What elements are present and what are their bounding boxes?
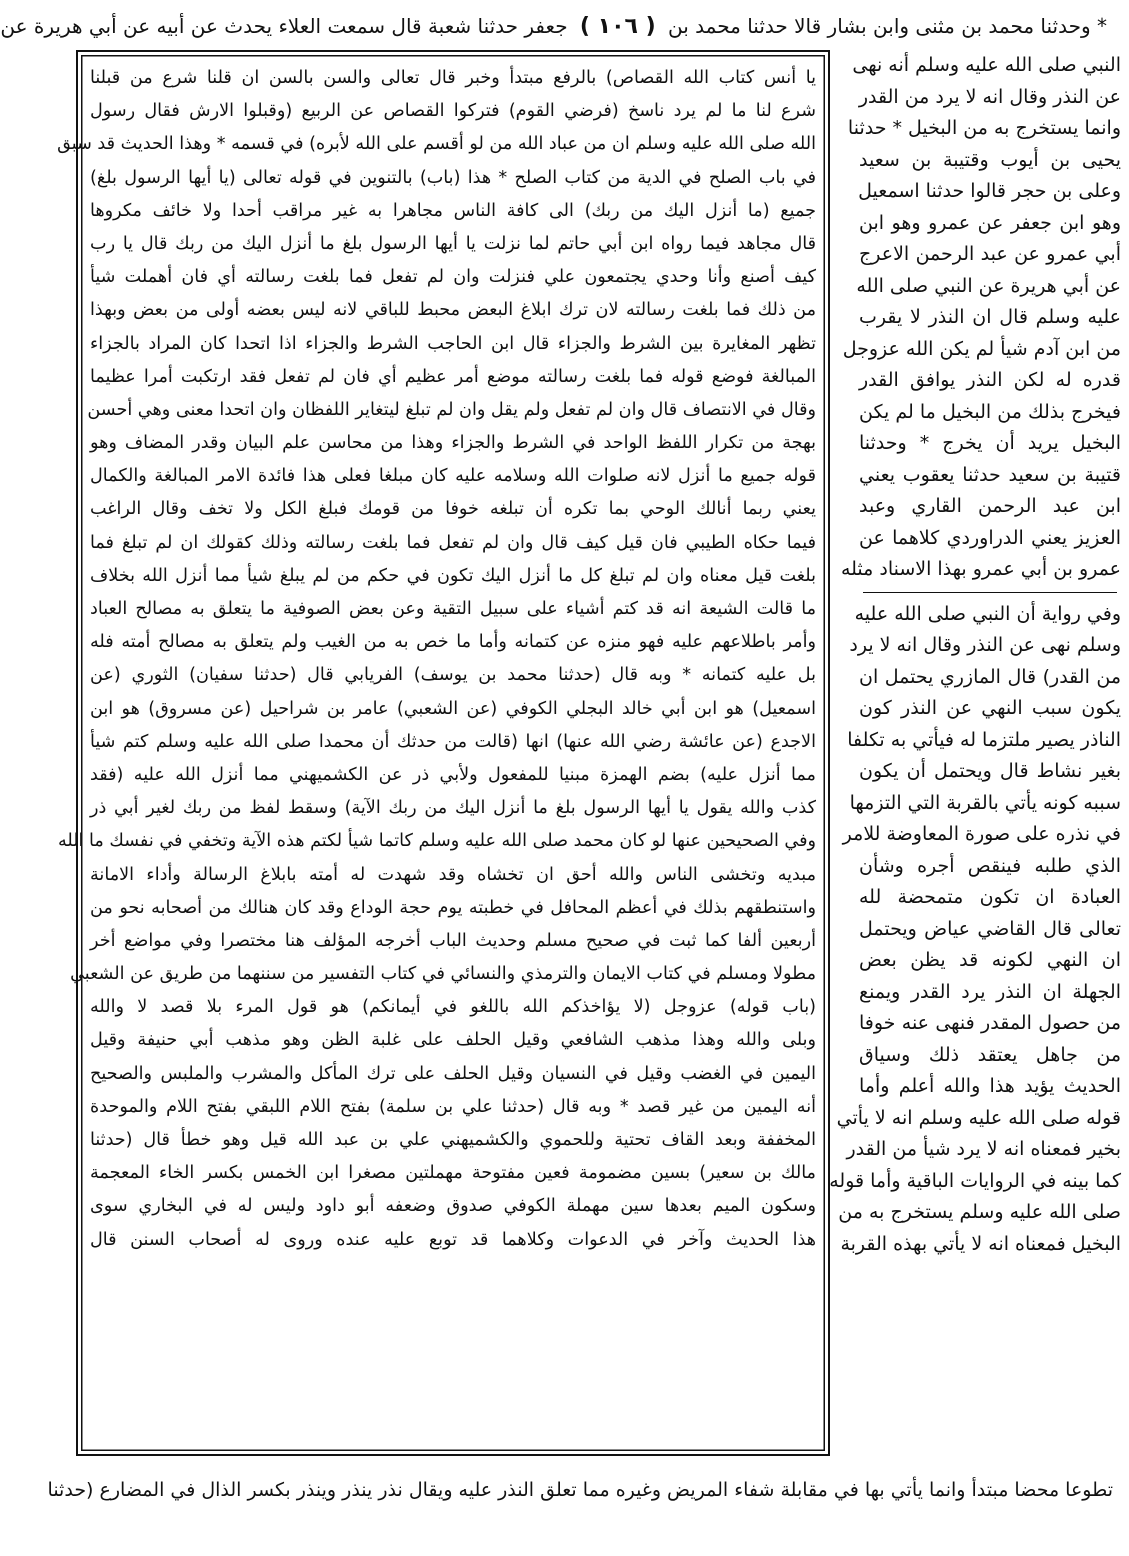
text-line: فيخرج بذلك من البخيل ما لم يكن [859,400,1121,423]
text-line: يعني ربما أنالك الوحي بما تكره أن تبلغه خوفا من قومك فبلغ الكل ولا تخف وقال الراغب [90,499,816,520]
header-left-text: جعفر حدثنا شعبة قال سمعت العلاء يحدث عن أبيه عن أبي هريرة عن [0,14,568,38]
text-line: ان النهي لكونه قد يظن بعض [859,949,1121,971]
text-line: بغير نشاط قال ويحتمل أن يكون [859,760,1121,782]
text-line: من ابن آدم شيأ لم يكن الله عزوجل [842,337,1121,360]
text-line: اسمعيل) هو ابن أبي خالد البجلي الكوفي (عن الشعبي) عامر بن شراحيل (عن مسروق) هو ابن [90,698,816,719]
text-line: مما أنزل عليه) بضم الهمزة مبنيا للمفعول ولأبي ذر عن الكشميهني مما أنزل الله عليه (فقد [90,764,816,785]
text-line: كما بينه في الروايات الباقية وأما قوله [829,1169,1121,1192]
text-line: وانما يستخرج به من البخيل * حدثنا [847,117,1121,139]
text-line: عمرو بن أبي عمرو بهذا الاسناد مثله [840,558,1121,580]
text-line: عن النذر وقال انه لا يرد من القدر [858,85,1121,108]
main-text-frame [57,50,830,1456]
text-line: الحديث يؤيد هذا والله أعلم وأما [859,1075,1121,1097]
text-line: بهجة من تكرار اللفظ الواحد في الشرط والجزاء وهذا من محاسن علم البيان وقدر المضاف وهو [90,433,816,454]
margin-bottom-text [829,599,1121,1261]
text-line: بل عليه كتمانه * وبه قال (حدثنا محمد بن يوسف) الفريابي قال (حدثنا سفيان) الثوري (عن [90,665,816,686]
text-line: من ذلك فما بلغت رسالته لان ترك ابلاغ البعض محبط للباقي لانه ليس بعضه أولى من بعض وبهذا [90,300,816,321]
text-line: وعلى بن حجر قالوا حدثنا اسمعيل [858,180,1121,202]
text-line: عليه وسلم قال ان النذر لا يقرب [859,306,1121,328]
margin-commentary [829,50,1121,1460]
text-line: وفي الصحيحين عنها لو كان محمد صلى الله عليه وسلم كاتما شيأ لكتم هذه الآية وتخفي في نفسك ما الله [57,831,816,852]
text-line: الناذر يصير ملتزما له فيأتي به تكلفا [847,728,1121,751]
text-line: يكون سبب النهي عن النذر كون [859,697,1121,719]
text-line: قتيبة بن سعيد حدثنا يعقوب يعني [859,463,1121,486]
text-line: واستنطقهم بذلك في أعظم المحافل في خطبته يوم حجة الوداع وقد كان هنالك من أصحابه نحو من [90,897,816,918]
page-footer: تطوعا محضا مبتدأ وانما يأتي بها في مقابلة شفاء المريض وغيره مما تعلق النذر عليه ويقال نذر ينذر وينذر بكسر الذال في المضارع (حدثنا [47,1479,1113,1501]
text-line: أبي عمرو عن عبد الرحمن الاعرج [859,243,1121,265]
text-line: وقال في الانتصاف قال وان لم تفعل ولم يقل وان لم تبلغ ليتغاير اللفظان وان اتحدا معنى وهي أحسن [87,399,816,420]
margin-divider [863,592,1117,593]
text-line: من القدر) قال المازري يحتمل ان [859,665,1121,688]
text-line: يحيى بن أيوب وقتيبة بن سعيد [859,148,1121,171]
text-line: المبالغة فوضع قوله فما بلغت رسالته موضع أمر عظيم أي فان لم تفعل فقد ارتكبت أمرا عظيما [90,366,816,387]
text-line: المخففة وبعد القاف تحتية وللحموي والكشميهني علي بن عبد الله قيل وهو خطأ قال (حدثنا [90,1130,816,1150]
text-line: وسلم نهى عن النذر وقال انه لا يرد [849,634,1121,656]
text-line: جميع (ما أنزل اليك من ربك) الى كافة الناس مجاهرا به غير مراقب أحدا ولا خائف مكروها [90,200,816,221]
page-number: ( ١٠٦ ) [579,14,656,39]
text-line: في باب الصلح في الدية من كتاب الصلح * هذا (باب) بالتنوين في قوله تعالى (يا أيها الرسول بلغ) [90,167,816,188]
text-line: البخيل فمعناه انه لا يأتي بهذه القربة [840,1232,1121,1255]
text-line: كذب والله يقول يا أيها الرسول بلغ ما أنزل اليك من ربك الآية) وسقط لفظ من ربك لغير أبي ذر [90,798,816,819]
text-line: قدره له لكن النذر يوافق القدر [859,369,1121,391]
text-line: عن أبي هريرة عن النبي صلى الله [856,274,1121,297]
text-line: ابن عبد الرحمن القاري وعبد [859,495,1121,517]
text-line: من جاهل يعتقد ذلك وسياق [859,1043,1121,1066]
text-line: العزيز يعني الدراوردي كلاهما عن [859,526,1121,549]
text-line: قوله جميع ما أنزل لانه صلوات الله وسلامه عليه كان مبلغا فعلى هذا فائدة الامر المبالغة والكمال [90,466,816,487]
header-right-text: * وحدثنا محمد بن مثنى وابن بشار قالا حدثنا محمد بن [668,14,1107,38]
text-line: البخيل يريد أن يخرج * وحدثنا [859,432,1121,454]
text-line: سببه كونه يأتي بالقربة التي التزمها [849,791,1121,814]
text-line: هذا الحديث وآخر في الدعوات وكلاهما قد توبع عليه عنده وروى له أصحاب السنن قال [90,1229,816,1250]
text-line: كيف أصنع وأنا وحدي يجتمعون علي فنزلت وان لم تفعل فما بلغت رسالته أي فان أهملت شيأ [90,267,816,288]
text-line: أربعين ألفا كما ثبت في صحيح مسلم وحديث الباب أخرجه المؤلف هنا مختصرا وفي مواضع أخر [90,930,816,951]
text-line: شرع لنا ما لم يرد ناسخ (فرضي القوم) فتركوا القصاص عن الربيع (وقبلوا الارش فقال رسول [90,101,816,122]
text-line: في نذره على صورة المعاوضة للامر [842,823,1121,845]
text-line: الذي طلبه فينقص أجره وشأن [859,854,1121,877]
text-line: من حصول المقدر فنهى عنه خوفا [859,1012,1121,1034]
text-line: قوله صلى الله عليه وسلم انه لا يأتي [836,1106,1121,1129]
main-commentary-text [57,62,816,1257]
text-line: تظهر المغايرة بين الشرط والجزاء قال ابن الحاجب الشرط والجزاء اذا اتحدا كان المراد بالجزاء [90,333,816,354]
text-line: العبادة ان تكون متمحضة لله [859,886,1121,908]
page-header [0,4,1107,48]
text-line: يا أنس كتاب الله القصاص) بالرفع مبتدأ وخبر قال تعالى والسن بالسن ان قلنا شرع من قبلنا [90,68,816,88]
text-line: قال مجاهد فيما رواه ابن أبي حاتم لما نزلت يا أيها الرسول بلغ ما أنزل اليك من ربك قال يا رب [90,233,816,254]
text-line: الله صلى الله عليه وسلم ان من عباد الله من لو أقسم على الله لأبره) في قسمه * وهذا الحديث قد سبق [57,134,816,155]
text-line: وبلى والله وهذا مذهب الشافعي وقيل الحلف على غلبة الظن وهو مذهب أبي حنيفة وقيل [90,1030,816,1051]
text-line: (باب قوله) عزوجل (لا يؤاخذكم الله باللغو في أيمانكم) هو قول المرء بلا قصد لا والله [90,997,816,1018]
text-line: أنه اليمين من غير قصد * وبه قال (حدثنا علي بن سلمة) بفتح اللام اللبقي بفتح اللام والموحدة [90,1096,816,1117]
text-line: الاجدع (عن عائشة رضي الله عنها) انها (قالت من حدثك أن محمدا صلى الله عليه وسلم كتم شيأ [90,731,816,752]
text-line: بلغت قيل معناه وان لم تبلغ كل ما أنزل اليك تكون في حكم من لم يبلغ شيأ مما أنزل الله بخلاف [90,565,816,586]
text-line: اليمين في الغضب وقيل في النسيان وقيل الحلف على ترك المأكل والمشرب والملبس والصحيح [90,1063,816,1084]
text-line: صلى الله عليه وسلم يستخرج به من [838,1201,1121,1223]
text-line: الجهلة ان النذر يرد القدر ويمنع [859,980,1121,1003]
text-line: النبي صلى الله عليه وسلم أنه نهى [852,54,1121,76]
text-line: وفي رواية أن النبي صلى الله عليه [854,602,1121,625]
text-line: وهو ابن جعفر عن عمرو وهو ابن [859,211,1121,234]
text-line: بخير فمعناه انه لا يرد شيأ من القدر [846,1138,1121,1160]
text-line: مطولا ومسلم في كتاب الايمان والترمذي والنسائي في كتاب التفسير من سننهما من طريق عن الشعبي [70,964,816,985]
text-line: وسكون الميم بعدها سين مهملة الكوفي صدوق وضعفه أبو داود وليس له في البخاري سوى [90,1196,816,1217]
margin-top-text [840,50,1121,586]
text-line: مبديه وتخشى الناس والله أحق ان تخشاه وقد شهدت له أمته بابلاغ الرسالة وأداء الامانة [90,864,816,885]
text-line: مالك بن سعير) بسين مضمومة فعين مفتوحة مهملتين مصغرا ابن الخمس بكسر الخاء المعجمة [90,1163,816,1184]
text-line: فيما حكاه الطيبي فان قيل كيف قال وان لم تفعل فما بلغت رسالته وذلك كقولك ان لم تبلغ فما [90,532,816,553]
text-line: تعالى قال القاضي عياض ويحتمل [859,917,1121,940]
text-line: ما قالت الشيعة انه قد كتم أشياء على سبيل التقية وعن بعض الصوفية ما يتعلق به مصالح العباد [90,599,816,619]
text-line: وأمر باطلاعهم عليه فهو منزه عن كتمانه وأما ما خص به من الغيب ولم يتعلق به مصالح أمته فله [90,632,816,653]
